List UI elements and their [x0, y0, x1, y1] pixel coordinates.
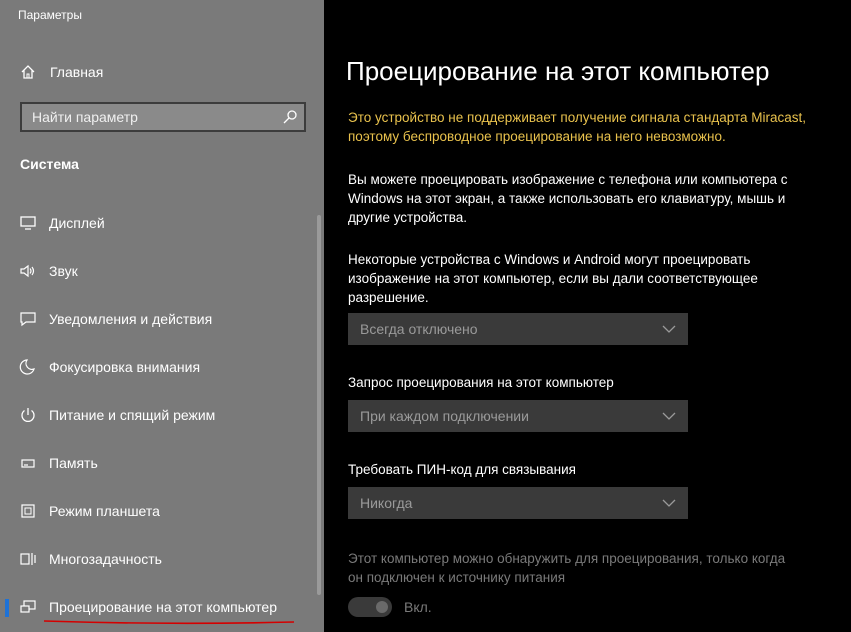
pin-dropdown-value: Никогда	[360, 495, 413, 511]
toggle-label: Вкл.	[404, 599, 432, 615]
home-icon	[20, 64, 36, 80]
notification-icon	[19, 310, 37, 328]
sidebar-item-label: Звук	[49, 263, 78, 279]
sidebar-item-label: Уведомления и действия	[49, 311, 213, 327]
sidebar-scrollbar[interactable]	[317, 215, 321, 595]
tablet-icon	[19, 502, 37, 520]
section-title: Система	[20, 156, 79, 172]
multitask-icon	[19, 550, 37, 568]
sidebar-item-tablet[interactable]	[0, 491, 316, 531]
search-input[interactable]	[22, 108, 282, 126]
power-icon	[19, 406, 37, 424]
sidebar-item-label: Дисплей	[49, 215, 105, 231]
description-text: Вы можете проецировать изображение с телефона или компьютера с Windows на этот экран, а также использовать его клавиатуру, мышь и другие устройства.	[348, 172, 788, 225]
chevron-down-icon	[662, 411, 676, 421]
sidebar-item-label: Память	[49, 455, 98, 471]
projection-icon	[19, 598, 37, 616]
sidebar-item-label: Режим планшета	[49, 503, 160, 519]
speaker-icon	[19, 262, 37, 280]
sidebar-item-multitasking[interactable]	[0, 539, 316, 579]
miracast-warning: Это устройство не поддерживает получение сигнала стандарта Miracast, поэтому беспроводное проецирование на него невозможно.	[348, 110, 807, 144]
sidebar-item-label: Многозадачность	[49, 551, 162, 567]
discover-text: Этот компьютер можно обнаружить для проецирования, только когда он подключен к источнику питания	[348, 551, 786, 585]
chevron-down-icon	[662, 324, 676, 334]
power-discover-toggle[interactable]	[348, 597, 392, 617]
search-icon[interactable]	[282, 109, 298, 125]
permission-dropdown[interactable]	[348, 313, 688, 345]
sidebar-item-notifications[interactable]	[0, 299, 316, 339]
permission-dropdown-value: Всегда отключено	[360, 321, 478, 337]
sidebar-item-label: Фокусировка внимания	[49, 359, 201, 375]
chevron-down-icon	[662, 498, 676, 508]
sidebar-item-display[interactable]	[0, 203, 316, 243]
sidebar-item-power[interactable]	[0, 395, 316, 435]
window-title: Параметры	[18, 8, 82, 22]
sidebar-item-sound[interactable]	[0, 251, 316, 291]
home-label: Главная	[50, 64, 104, 80]
request-dropdown-value: При каждом подключении	[360, 408, 529, 424]
toggle-knob	[376, 601, 388, 613]
sidebar-item-label: Проецирование на этот компьютер	[49, 599, 277, 615]
sidebar-item-focus[interactable]	[0, 347, 316, 387]
permission-text: Некоторые устройства с Windows и Android могут проецировать изображение на этот компьютер, если вы дали соответствующее разрешение.	[348, 252, 758, 305]
sidebar	[0, 0, 324, 632]
sidebar-item-label: Питание и спящий режим	[49, 407, 216, 423]
request-label: Запрос проецирования на этот компьютер	[348, 375, 614, 390]
main-panel	[324, 0, 851, 632]
moon-icon	[19, 358, 37, 376]
sidebar-item-storage[interactable]	[0, 443, 316, 483]
pin-label: Требовать ПИН-код для связывания	[348, 462, 576, 477]
monitor-icon	[19, 214, 37, 232]
red-underline-annotation	[44, 619, 294, 625]
storage-icon	[19, 454, 37, 472]
active-indicator	[5, 599, 9, 617]
request-dropdown[interactable]	[348, 400, 688, 432]
search-box[interactable]	[20, 102, 306, 132]
page-title: Проецирование на этот компьютер	[346, 56, 770, 86]
home-link[interactable]	[20, 60, 103, 84]
pin-dropdown[interactable]	[348, 487, 688, 519]
